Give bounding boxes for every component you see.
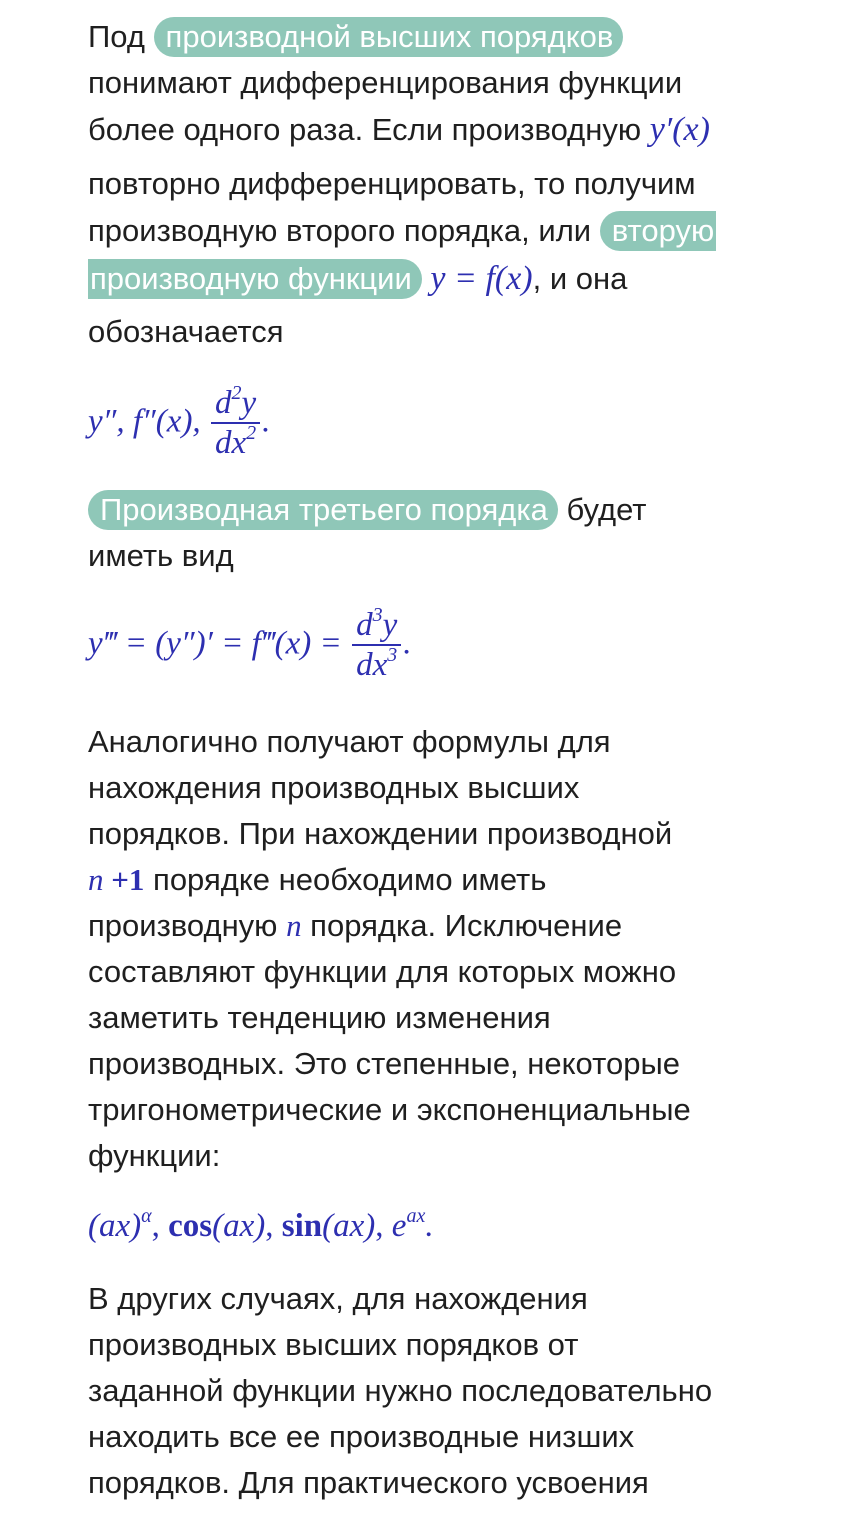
p4-line-4: находить все ее производные низших [88, 1419, 635, 1454]
text: будет [557, 492, 647, 527]
p3-line-3: порядков. При нахождении производной [88, 816, 673, 851]
fraction: $\frac{d^2y}{dx^2}$ [211, 386, 260, 460]
p3-line-2: нахождения производных высших [88, 770, 580, 805]
highlight-term-second-derivative[interactable]: вторую [600, 211, 717, 251]
p1-line-4: повторно дифференцировать, то получим [88, 166, 696, 201]
text: , и она [532, 261, 628, 296]
p1-line-7: обозначается [88, 314, 284, 349]
p2-line-2: иметь вид [88, 538, 234, 573]
formula-function-examples [88, 1206, 434, 1245]
p2-line-1 [88, 487, 646, 533]
p1-line-5 [88, 208, 716, 254]
p3-line-9: тригонометрические и экспоненциальные [88, 1092, 691, 1127]
p3-line-7: заметить тенденцию изменения [88, 1000, 551, 1035]
p3-line-5 [88, 903, 622, 949]
math-func: cos [168, 1208, 213, 1244]
math-text: . [425, 1208, 434, 1244]
p4-line-3: заданной функции нужно последовательно [88, 1373, 713, 1408]
p1-line-6 [88, 256, 627, 302]
math-inline: n [88, 862, 104, 897]
math-text: (ax) [88, 1208, 142, 1244]
p3-line-6: составляют функции для которых можно [88, 954, 677, 989]
p1-line-1 [88, 14, 623, 60]
p3-line-8: производных. Это степенные, некоторые [88, 1046, 680, 1081]
p3-line-1: Аналогично получают формулы для [88, 724, 611, 759]
p4-line-2: производных высших порядков от [88, 1327, 579, 1362]
math-text: y‴ = (y″)′ = f‴(x) = [88, 625, 351, 662]
math-inline: n [286, 908, 302, 943]
text: производную [88, 908, 287, 943]
fraction: $\frac{d^3y}{dx^3}$ [352, 608, 401, 682]
p4-line-1: В других случаях, для нахождения [88, 1281, 588, 1316]
p3-line-4 [88, 857, 546, 903]
math-text: y″, f″(x), [88, 403, 209, 440]
highlight-term-higher-order-derivative[interactable]: производной высших порядков [154, 17, 624, 57]
text: Под [88, 19, 154, 54]
text: более одного раза. Если производную [88, 112, 650, 147]
p1-line-3 [88, 107, 710, 153]
formula-second-derivative [88, 382, 271, 461]
math-text: , [265, 1208, 282, 1244]
math-sup: α [141, 1205, 152, 1227]
text: порядке необходимо иметь [144, 862, 547, 897]
math-text: . [262, 403, 271, 440]
math-func: sin [281, 1208, 323, 1244]
math-text: , [375, 1208, 392, 1244]
math-text: , [151, 1208, 169, 1244]
p4-line-5: порядков. Для практического усвоения [88, 1465, 649, 1500]
math-text: (ax) [212, 1208, 266, 1244]
highlight-term-third-derivative[interactable]: Производная третьего порядка [88, 490, 558, 530]
text: производную второго порядка, или [88, 213, 600, 248]
math-text: . [403, 625, 412, 662]
p3-line-10: функции: [88, 1138, 221, 1173]
math-text: e [391, 1208, 407, 1244]
math-inline: y = f(x) [430, 260, 533, 297]
math-sup: ax [406, 1205, 426, 1227]
text: порядка. Исключение [301, 908, 623, 943]
math-text: (ax) [322, 1208, 376, 1244]
p1-line-2: понимают дифференцирования функции [88, 65, 683, 100]
math-inline: y′(x) [649, 111, 710, 148]
highlight-term-second-derivative-cont[interactable]: производную функции [88, 259, 422, 299]
formula-third-derivative [88, 604, 412, 683]
math-inline: +1 [103, 862, 145, 897]
